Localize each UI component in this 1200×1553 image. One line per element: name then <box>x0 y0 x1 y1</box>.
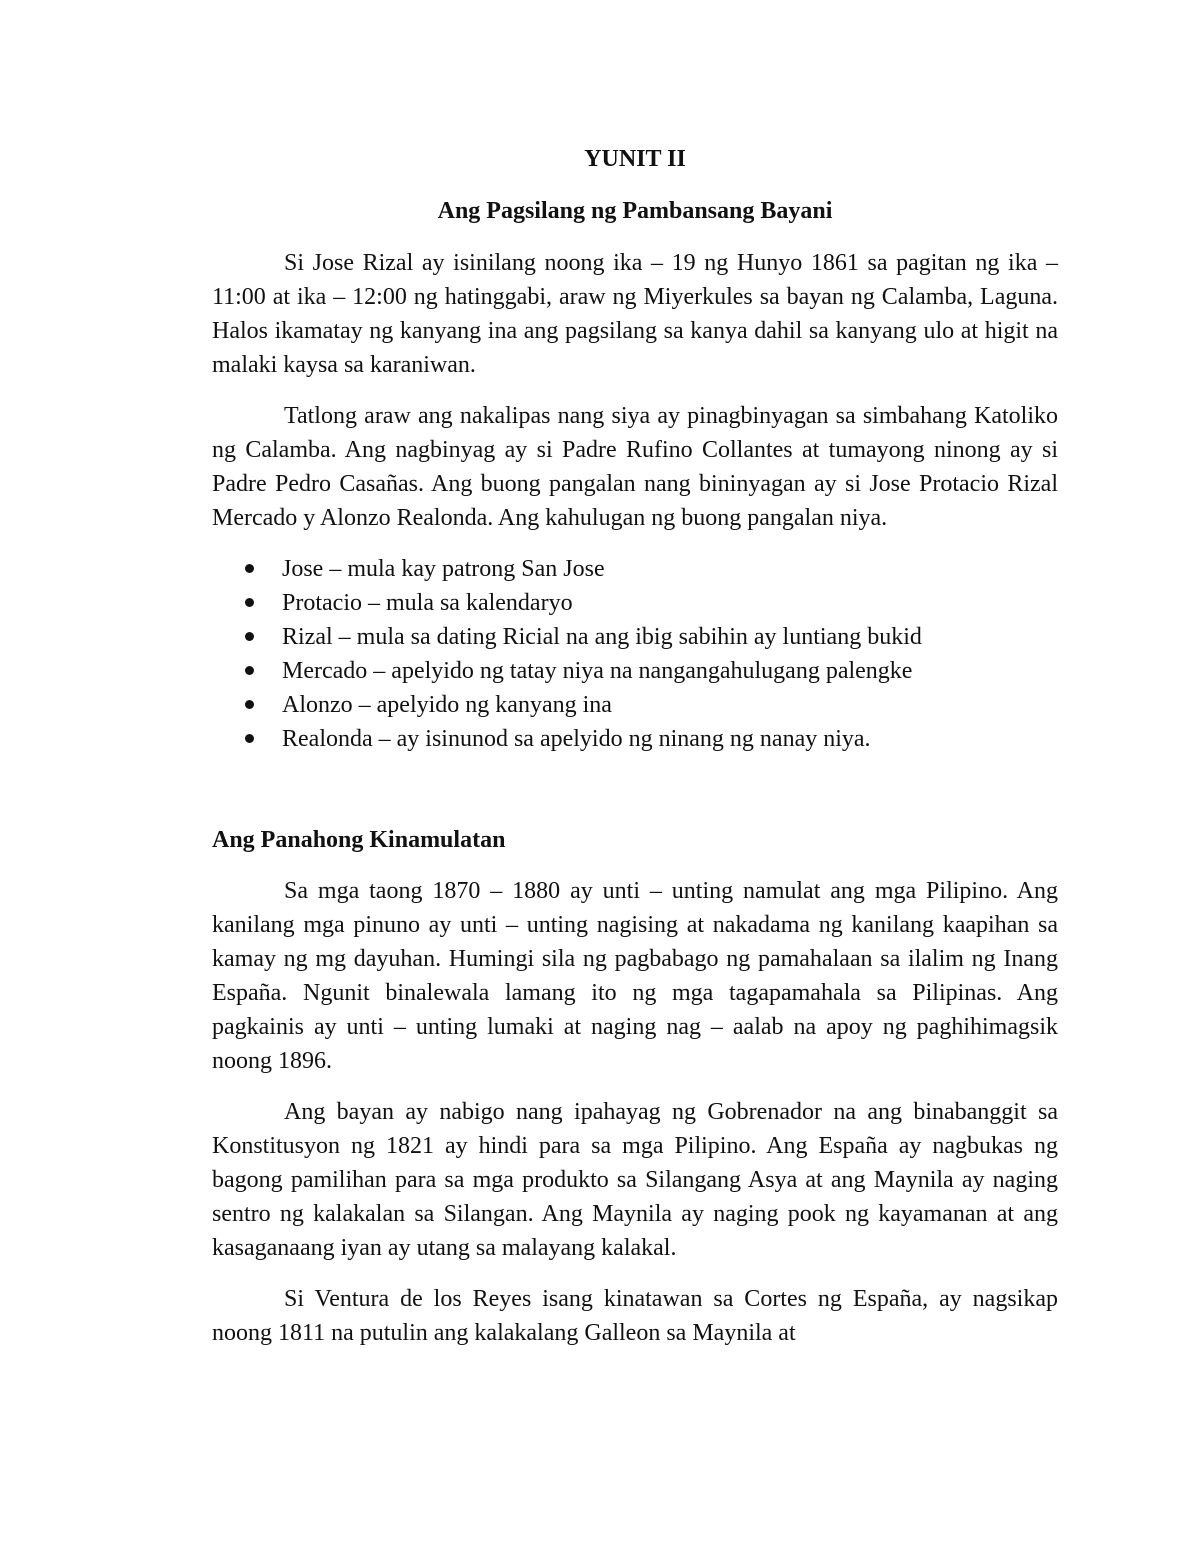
bullet-icon <box>245 700 254 709</box>
bullet-icon <box>245 598 254 607</box>
list-item-text: Protacio – mula sa kalendaryo <box>282 590 573 616</box>
list-item <box>212 722 1058 756</box>
list-item <box>212 688 1058 722</box>
section-heading: Ang Panahong Kinamulatan <box>212 827 506 853</box>
bullet-icon <box>245 734 254 743</box>
paragraph: Si Jose Rizal ay isinilang noong ika – 19 ng Hunyo 1861 sa pagitan ng ika – 11:00 at ika – 12:00 ng hatinggabi, araw ng Miyerkules sa bayan ng Calamba, Laguna. Halos ikamatay ng kanyang ina ang pagsilang sa kanya dahil sa kanyang ulo at higit na malaki kaysa sa karaniwan. <box>212 250 1058 378</box>
list-item <box>212 620 1058 654</box>
document-page <box>212 142 1058 1367</box>
bullet-icon <box>245 564 254 573</box>
bullet-icon <box>245 666 254 675</box>
list-item-text: Realonda – ay isinunod sa apelyido ng ninang ng nanay niya. <box>282 726 871 752</box>
unit-title: YUNIT II <box>584 146 686 172</box>
name-meaning-list <box>212 552 1058 756</box>
bullet-icon <box>245 632 254 641</box>
paragraph: Tatlong araw ang nakalipas nang siya ay pinagbinyagan sa simbahang Katoliko ng Calamba. Ang nagbinyag ay si Padre Rufino Collantes at tumayong ninong ay si Padre Pedro Casañas. Ang buong pangalan nang bininyagan ay si Jose Protacio Rizal Mercado y Alonzo Realonda. Ang kahulugan ng buong pangalan niya. <box>212 403 1058 531</box>
list-item <box>212 586 1058 620</box>
list-item <box>212 552 1058 586</box>
paragraph: Si Ventura de los Reyes isang kinatawan sa Cortes ng España, ay nagsikap noong 1811 na putulin ang kalakalang Galleon sa Maynila at <box>212 1286 1058 1346</box>
list-item <box>212 654 1058 688</box>
paragraph: Ang bayan ay nabigo nang ipahayag ng Gobrenador na ang binabanggit sa Konstitusyon ng 1821 ay hindi para sa mga Pilipino. Ang España ay nagbukas ng bagong pamilihan para sa mga produkto sa Silangang Asya at ang Maynila ay naging sentro ng kalakalan sa Silangan. Ang Maynila ay naging pook ng kayamanan at ang kasaganaang iyan ay utang sa malayang kalakal. <box>212 1099 1058 1261</box>
list-item-text: Alonzo – apelyido ng kanyang ina <box>282 692 612 718</box>
paragraph: Sa mga taong 1870 – 1880 ay unti – unting namulat ang mga Pilipino. Ang kanilang mga pinuno ay unti – unting nagising at nakadama ng kanilang kaapihan sa kamay ng mg dayuhan. Humingi sila ng pagbabago ng pamahalaan sa ilalim ng Inang España. Ngunit binalewala lamang ito ng mga tagapamahala sa Pilipinas. Ang pagkainis ay unti – unting lumaki at naging nag – aalab na apoy ng paghihimagsik noong 1896. <box>212 878 1058 1074</box>
list-item-text: Mercado – apelyido ng tatay niya na nangangahulugang palengke <box>282 658 913 684</box>
chapter-title: Ang Pagsilang ng Pambansang Bayani <box>437 198 833 224</box>
list-item-text: Jose – mula kay patrong San Jose <box>282 556 605 582</box>
list-item-text: Rizal – mula sa dating Ricial na ang ibig sabihin ay luntiang bukid <box>282 624 922 650</box>
